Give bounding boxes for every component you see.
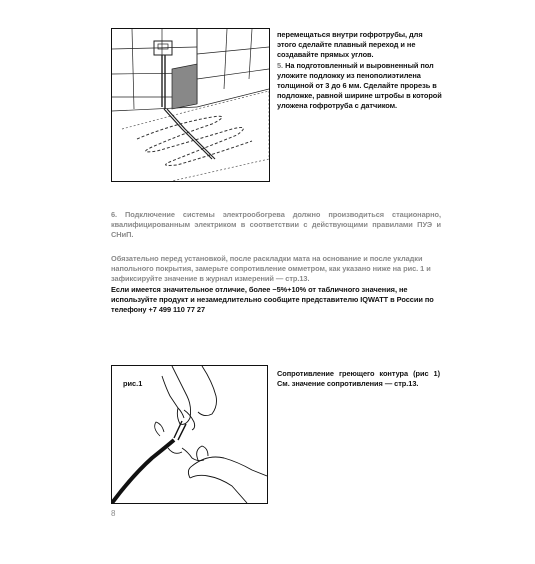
measure-warning: Если имеется значительное отличие, более −5%+10% от табличного значения, не используйте продукт и незамедлительно сообщите представителю IQWATT в России по телефону +7 499 110 77 27 [111, 284, 434, 315]
section-6-paragraph: 6. Подключение системы электрообогрева должно производиться стационарно, квалифицированным электриком в соответствии с действующими правилами ПУЭ и СНиП. [111, 210, 441, 240]
resistance-measure-paragraph [111, 254, 441, 315]
step-continuation: перемещаться внутри гофротрубы, для этого сделайте плавный переход и не создавайте прямых углов. [277, 30, 423, 60]
floor-heating-illustration [111, 28, 270, 182]
heating-circuit-resistance-text: Сопротивление греющего контура (рис 1) См. значение сопротивления — стр.13. [277, 369, 440, 389]
page-number: 8 [111, 509, 116, 518]
measure-instruction: Обязательно перед установкой, после раскладки мата на основание и после укладки напольного покрытия, замерьте сопротивление омметром, как указано ниже на рис. 1 и зафиксируйте значение в журнал измерений — стр.13. [111, 254, 431, 284]
step-number: 5. [277, 60, 284, 70]
installation-step-text [277, 30, 442, 112]
step-5-text: На подготовленный и выровненный пол уложите подложку из пенополиэтилена толщиной от 3 до 6 мм. Сделайте прорезь в подложке, равной ширине штробы в которой уложена гофротруба с датчиком. [277, 60, 442, 111]
figure-label: рис.1 [123, 379, 143, 388]
